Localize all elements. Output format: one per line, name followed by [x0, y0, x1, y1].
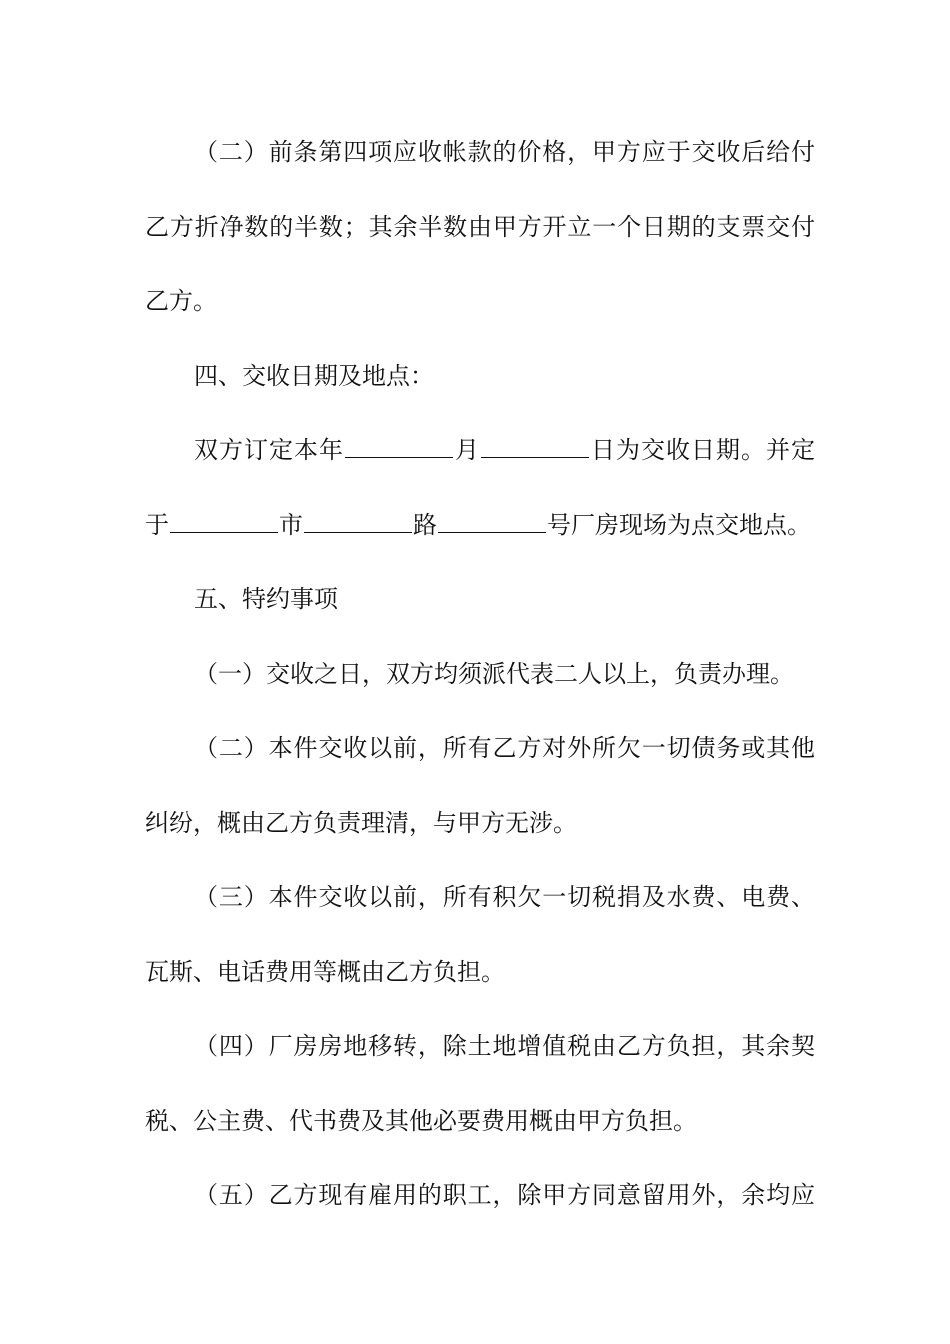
document-body	[145, 115, 815, 1233]
line-text: 日为交收日期。并定	[590, 436, 815, 464]
paragraph-line: （四）厂房房地移转，除土地增值税由乙方负担，其余契	[194, 1032, 815, 1060]
line-text: 月	[454, 436, 480, 464]
paragraph-line: 乙方折净数的半数；其余半数由甲方开立一个日期的支票交付	[145, 212, 815, 241]
paragraph-line: （一）交收之日，双方均须派代表二人以上，负责办理。	[194, 659, 794, 688]
section-heading: 四、交收日期及地点：	[194, 361, 434, 390]
paragraph-line: （二）本件交收以前，所有乙方对外所欠一切债务或其他	[194, 734, 815, 762]
paragraph-line: 税、公主费、代书费及其他必要费用概由甲方负担。	[145, 1106, 697, 1135]
line-text: 路	[413, 510, 437, 539]
fill-in-blank-day	[481, 435, 589, 458]
fill-in-blank-road	[304, 510, 412, 533]
paragraph-line	[145, 488, 815, 563]
paragraph-line: 瓦斯、电话费用等概由乙方负担。	[145, 957, 505, 986]
fill-in-blank-city	[170, 510, 278, 533]
paragraph-line: 纠纷，概由乙方负责理清，与甲方无涉。	[145, 808, 577, 837]
section-heading: 五、特约事项	[194, 585, 338, 613]
line-text: 双方订定本年	[194, 436, 344, 464]
line-text: 市	[279, 510, 303, 539]
paragraph-line: （三）本件交收以前，所有积欠一切税捐及水费、电费、	[194, 883, 815, 911]
line-text: 于	[145, 510, 169, 539]
fill-in-blank-year-month	[345, 435, 453, 458]
paragraph-line: 乙方。	[145, 287, 217, 315]
paragraph-line: （五）乙方现有雇用的职工，除甲方同意留用外，余均应	[194, 1181, 815, 1209]
paragraph-line: （二）前条第四项应收帐款的价格，甲方应于交收后给付	[194, 138, 815, 166]
paragraph-line	[145, 413, 815, 488]
line-text: 号厂房现场为点交地点。	[547, 510, 811, 539]
fill-in-blank-number	[438, 510, 546, 533]
